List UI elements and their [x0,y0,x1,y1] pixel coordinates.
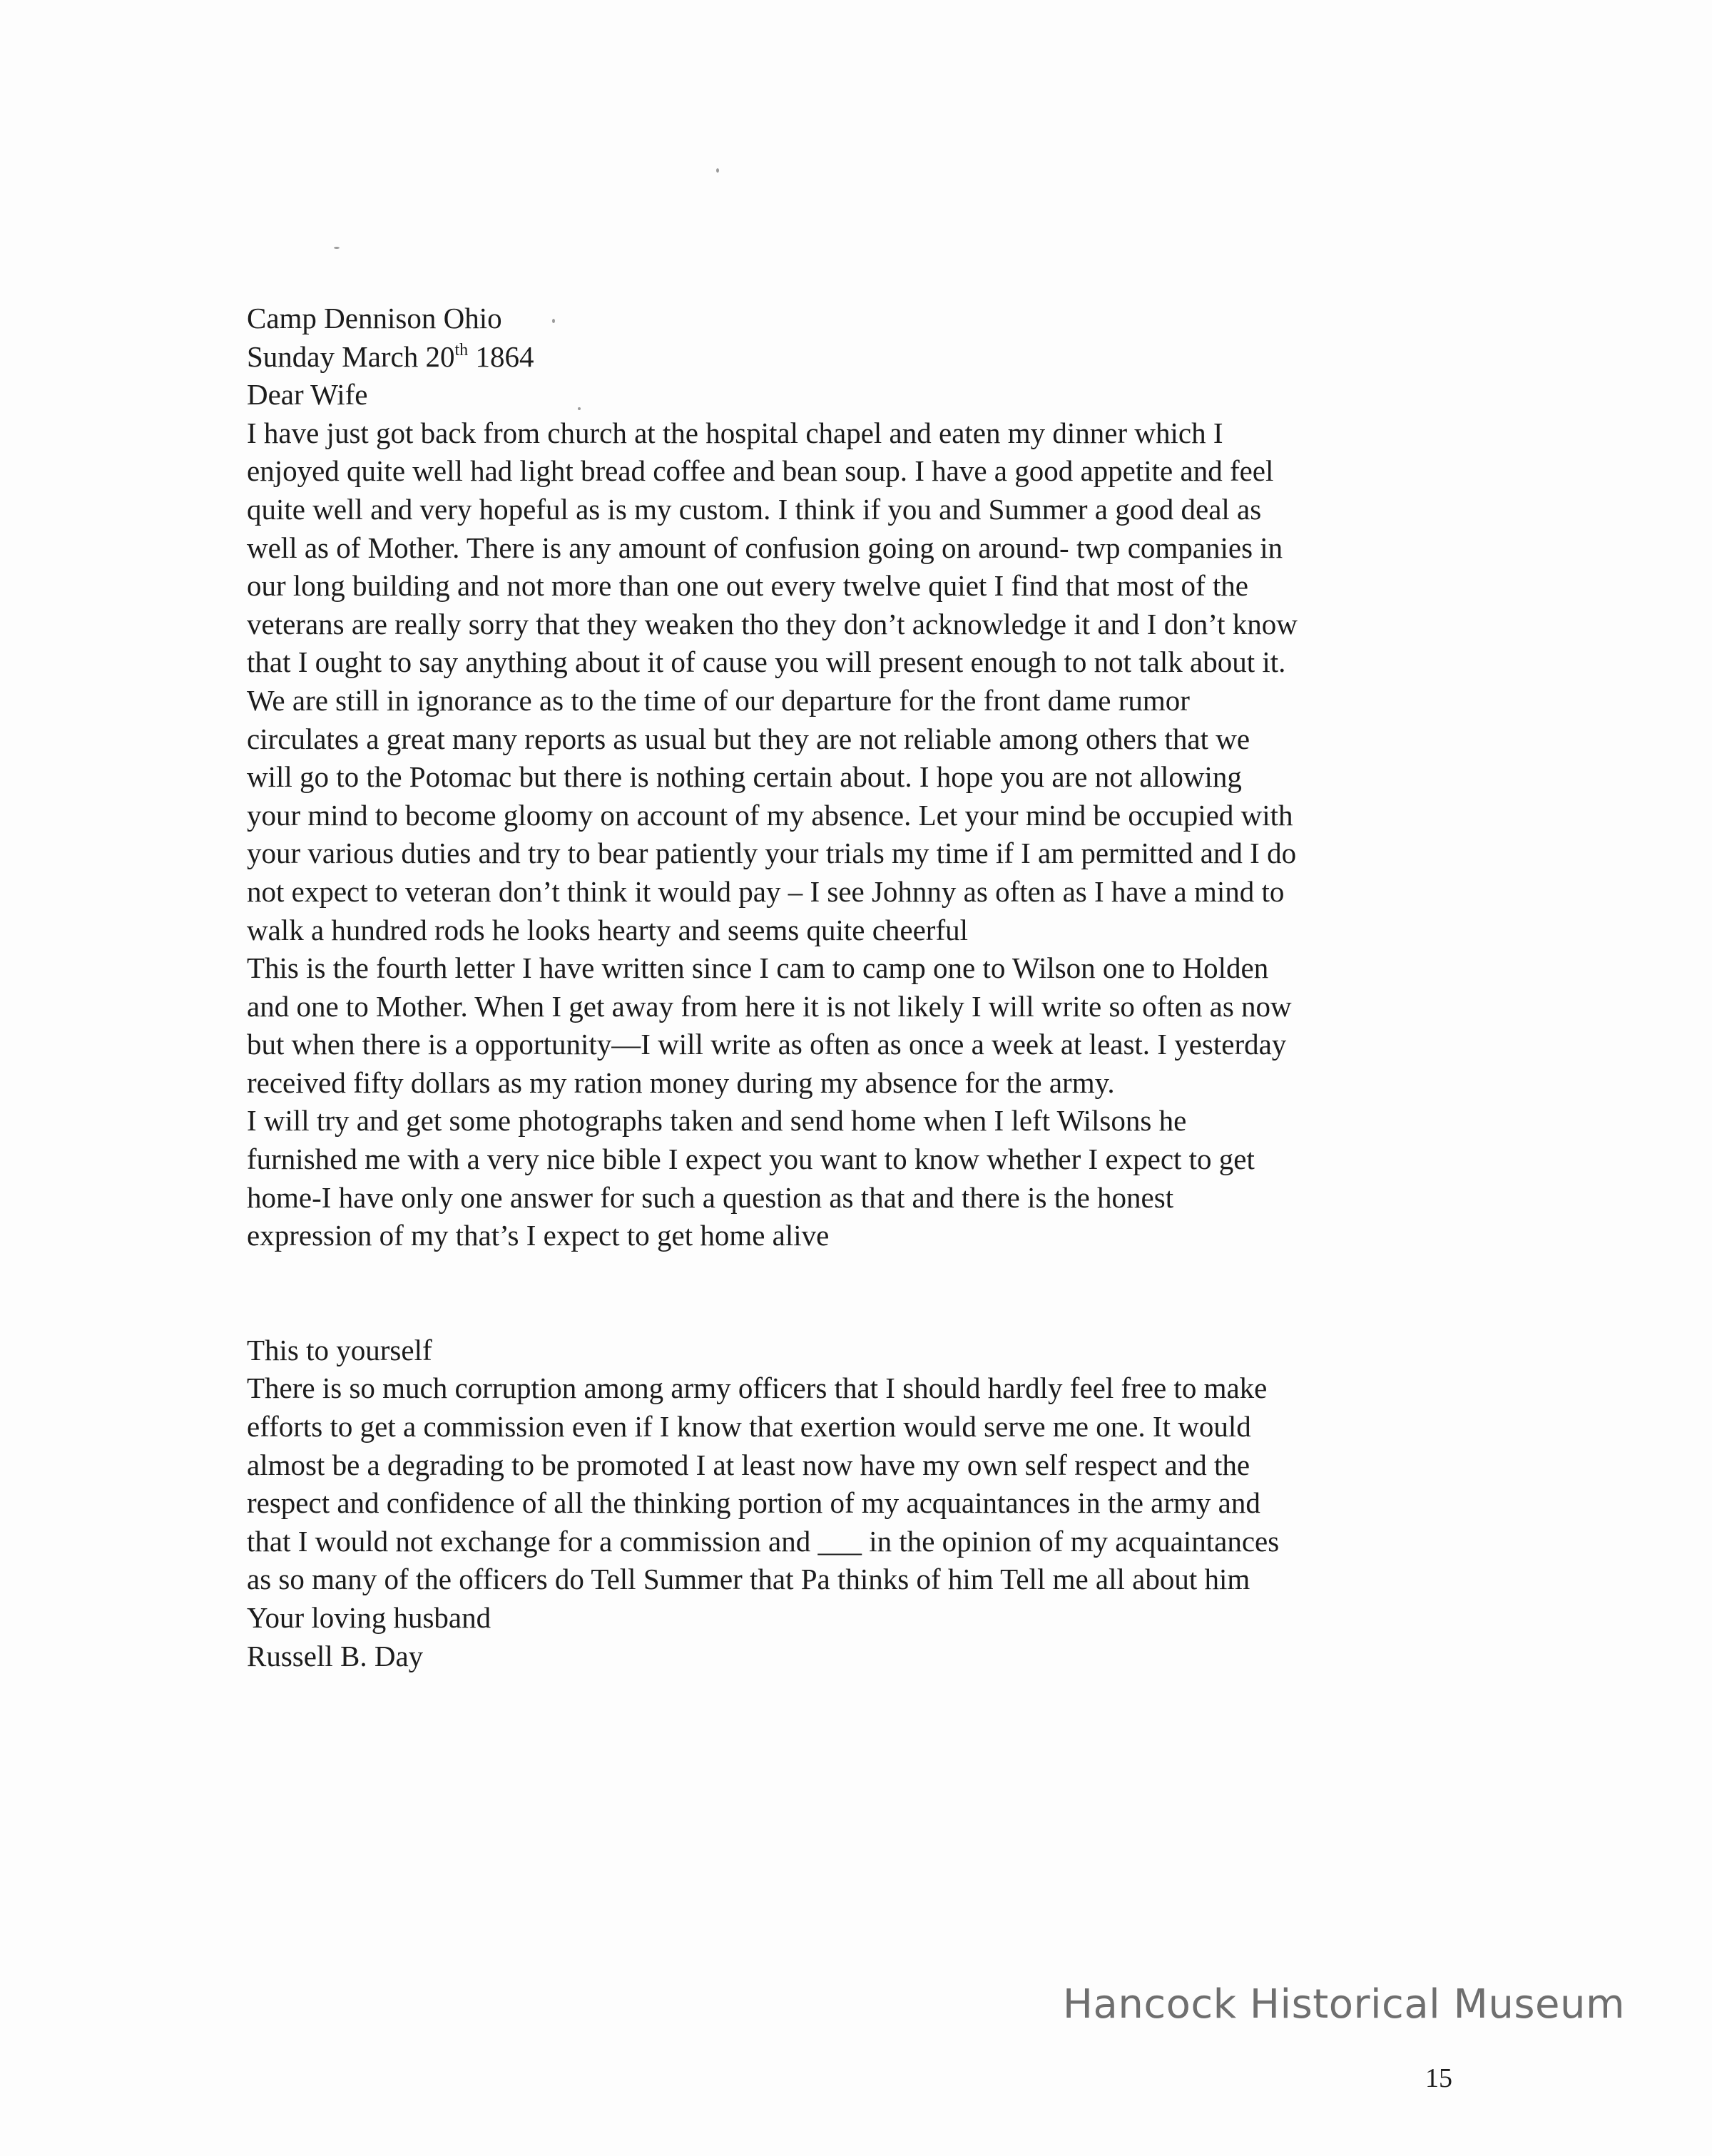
letter-body-line: will go to the Potomac but there is nothing certain about. I hope you are not allowing [247,760,1242,794]
letter-body-line: I will try and get some photographs taken and send home when I left Wilsons he [247,1104,1187,1138]
letter-text [247,300,1531,1675]
letter-body-line: your mind to become gloomy on account of my absence. Let your mind be occupied with [247,798,1293,832]
scan-speck [716,168,719,173]
letter-salutation: Dear Wife [247,378,368,412]
letter-body-line: well as of Mother. There is any amount of confusion going on around- twp companies in [247,531,1283,564]
letter-body-line: your various duties and try to bear patiently your trials my time if I am permitted and I do [247,837,1297,870]
postscript-line: efforts to get a commission even if I know that exertion would serve me one. It would [247,1410,1251,1444]
letter-body-line: home-I have only one answer for such a question as that and there is the honest [247,1180,1174,1214]
letter-body-line: This is the fourth letter I have written since I cam to camp one to Wilson one to Holden [247,951,1269,985]
postscript-line: almost be a degrading to be promoted I at least now have my own self respect and the [247,1448,1250,1481]
letter-body-line: circulates a great many reports as usual but they are not reliable among others that we [247,722,1250,755]
letter-signature: Russell B. Day [247,1639,424,1672]
letter-body-line: enjoyed quite well had light bread coffee and bean soup. I have a good appetite and feel [247,454,1274,488]
letter-body-line: our long building and not more than one out every twelve quiet I find that most of the [247,569,1248,603]
letter-date-year: 1864 [468,339,534,373]
letter-body-line: veterans are really sorry that they weaken tho they don’t acknowledge it and I don’t know [247,607,1298,640]
letter-body-line: walk a hundred rods he looks hearty and seems quite cheerful [247,913,969,946]
paragraph-gap [247,1255,1531,1332]
letter-body-line: quite well and very hopeful as is my custom. I think if you and Summer a good deal as [247,492,1262,526]
letter-date-ordinal: th [454,340,469,359]
letter-date-day: Sunday March 20 [247,339,455,373]
letter-body-line: but when there is a opportunity—I will write as often as once a week at least. I yesterday [247,1028,1287,1061]
postscript-line: as so many of the officers do Tell Summer that Pa thinks of him Tell me all about him [247,1563,1250,1596]
letter-body-line: and one to Mother. When I get away from here it is not likely I will write so often as now [247,989,1292,1023]
letter-body-line: that I ought to say anything about it of cause you will present enough to not talk about it. [247,645,1286,679]
letter-closing: Your loving husband [247,1601,491,1634]
letter-body-line: We are still in ignorance as to the time of our departure for the front dame rumor [247,683,1190,717]
letter-body-line: expression of my that’s I expect to get home alive [247,1219,830,1252]
postscript-line: respect and confidence of all the thinking portion of my acquaintances in the army and [247,1486,1260,1520]
scan-speck [334,247,340,249]
page-number: 15 [1425,2063,1452,2093]
letter-body-line: furnished me with a very nice bible I expect you want to know whether I expect to get [247,1143,1255,1176]
letter-date [247,338,1531,377]
postscript-line: There is so much corruption among army officers that I should hardly feel free to make [247,1371,1268,1405]
postscript-heading: This to yourself [247,1333,432,1366]
letter-body-line: received fifty dollars as my ration money during my absence for the army. [247,1066,1115,1099]
letter-place: Camp Dennison Ohio [247,302,502,334]
letter-body-line: I have just got back from church at the hospital chapel and eaten my dinner which I [247,416,1223,449]
postscript-line: that I would not exchange for a commission and ___ in the opinion of my acquaintances [247,1524,1280,1558]
museum-watermark: Hancock Historical Museum [1062,1981,1625,2028]
letter-body-line: not expect to veteran don’t think it would pay – I see Johnny as often as I have a mind to [247,874,1285,908]
